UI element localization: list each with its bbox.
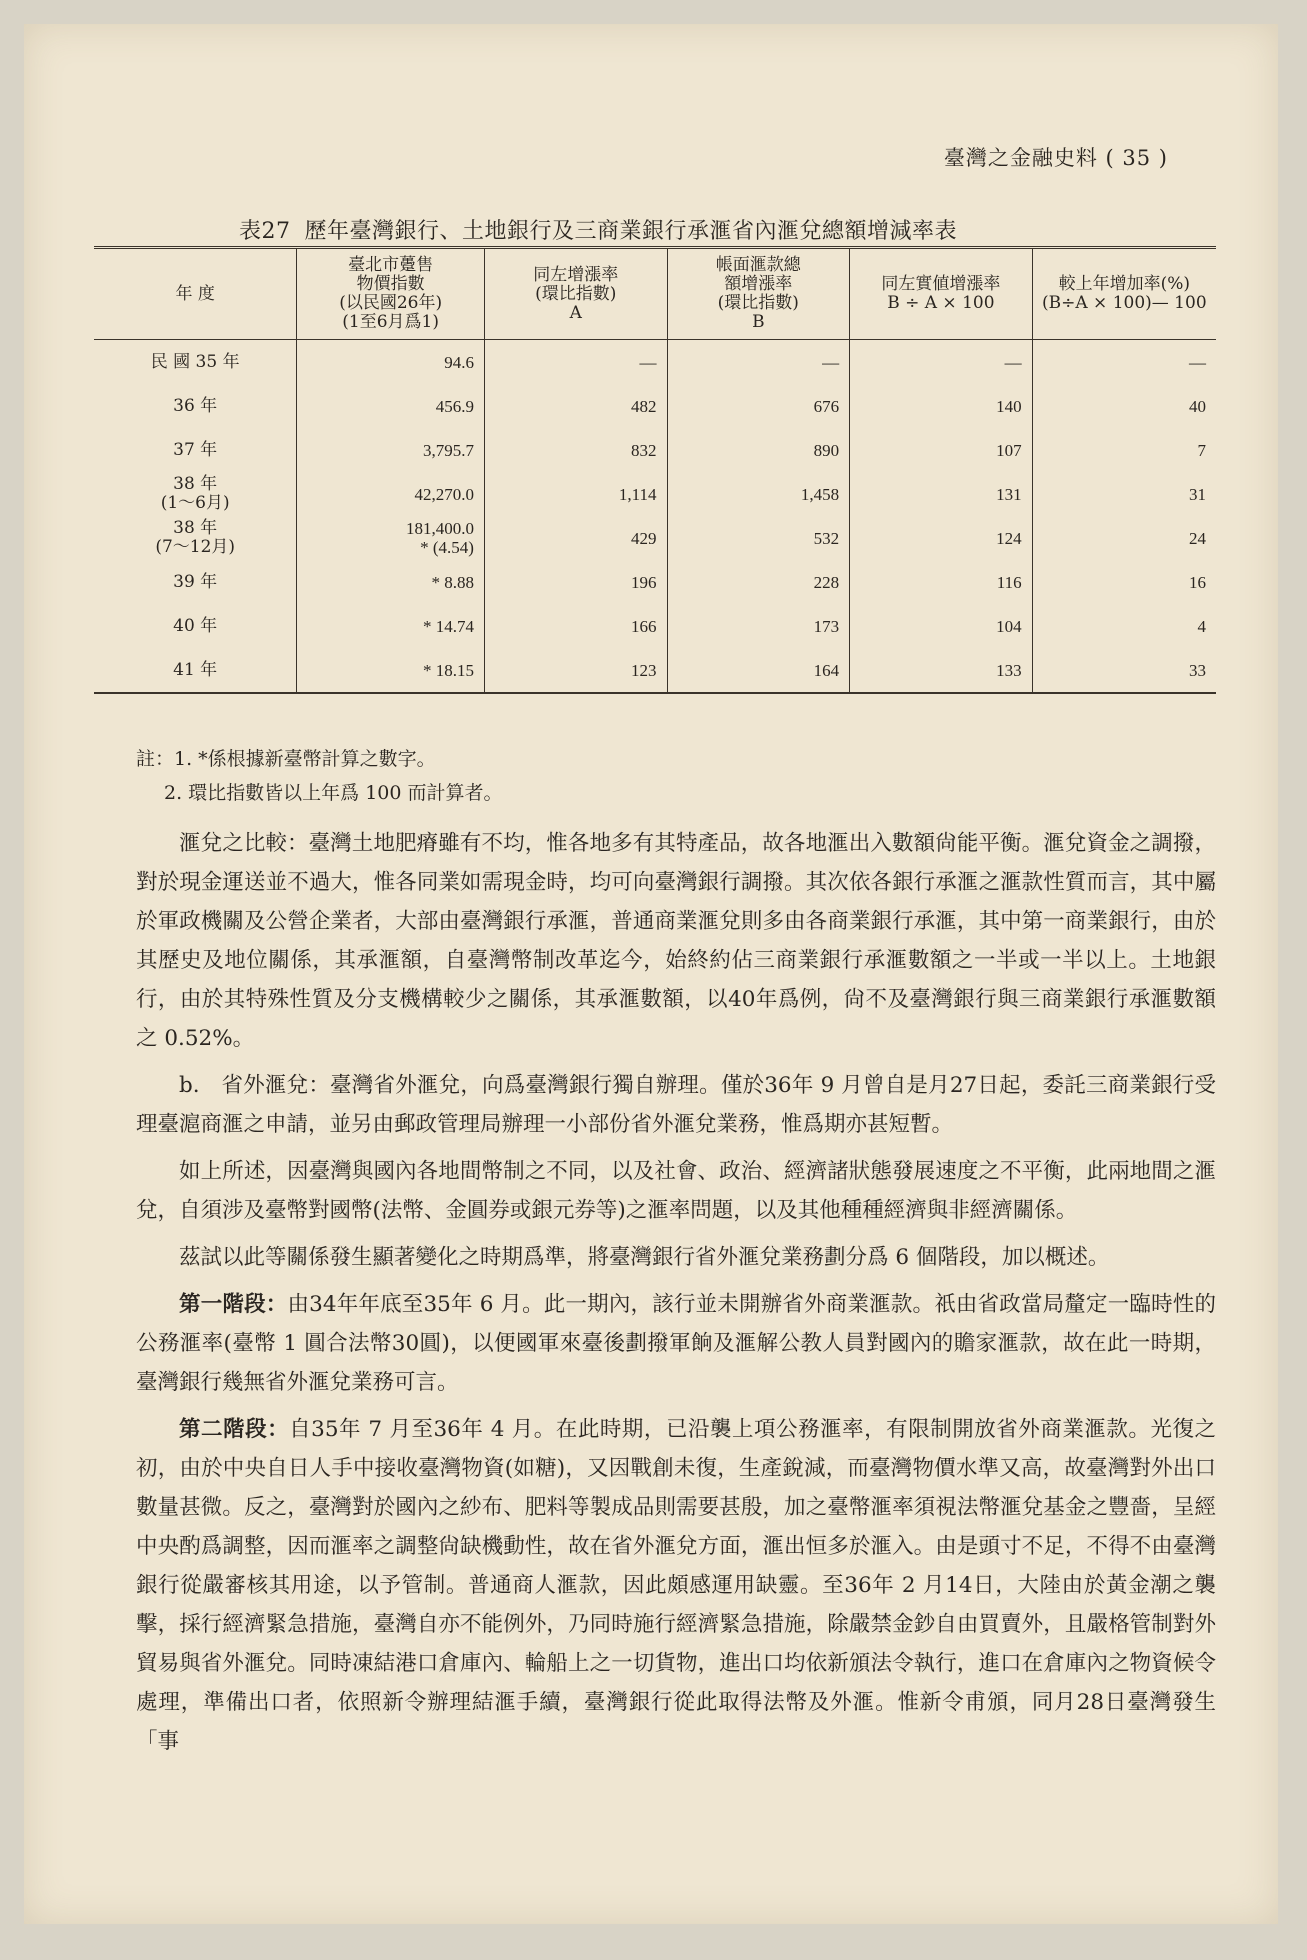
header-year: 年 度: [94, 248, 297, 340]
price-index-cell: * 14.74: [297, 604, 485, 648]
year-cell: 36 年: [173, 395, 218, 416]
price-index-cell: 94.6: [297, 340, 485, 385]
year-cell: 37 年: [173, 439, 218, 460]
index-growth-cell: 429: [484, 516, 667, 560]
rate-table: [94, 246, 1216, 694]
price-index-cell: 456.9: [297, 384, 485, 428]
table-row: [94, 428, 1216, 472]
paragraph: [136, 1285, 1216, 1402]
note-2: 2. 環比指數皆以上年爲 100 而計算者。: [164, 782, 503, 804]
yoy-increase-cell: 40: [1032, 384, 1216, 428]
year-cell: 41 年: [173, 659, 218, 680]
price-index-cell: * 18.15: [297, 648, 485, 693]
yoy-increase-cell: 4: [1032, 604, 1216, 648]
remittance-growth-cell: 164: [667, 648, 850, 693]
table-row: [94, 516, 1216, 560]
price-index-cell: 181,400.0 * (4.54): [297, 516, 485, 560]
remittance-growth-cell: 532: [667, 516, 850, 560]
real-growth-cell: 116: [850, 560, 1033, 604]
header-remittance-growth: 帳面滙款總 額增漲率 (環比指數) B: [667, 248, 850, 340]
paragraph: [136, 1152, 1216, 1230]
year-cell: 38 年 (1～6月): [160, 474, 230, 513]
real-growth-cell: —: [850, 340, 1033, 385]
header-yoy-increase: 較上年增加率(%) (B÷A × 100)— 100: [1032, 248, 1216, 340]
paragraph-text: 由34年年底至35年 6 月。此一期內，該行並未開辦省外商業滙款。祇由省政當局釐定一臨時性的公務滙率(臺幣 1 圓合法幣30圓)，以便國軍來臺後劃撥軍餉及滙解公教人員對國內的贍家滙款，故在此一時期，臺灣銀行幾無省外滙兌業務可言。: [136, 1292, 1216, 1395]
price-index-cell: 42,270.0: [297, 472, 485, 516]
paragraph-lead: 第一階段：: [179, 1292, 288, 1317]
table-row: [94, 384, 1216, 428]
real-growth-cell: 124: [850, 516, 1033, 560]
paragraph: [136, 1238, 1216, 1277]
index-growth-cell: 166: [484, 604, 667, 648]
real-growth-cell: 104: [850, 604, 1033, 648]
table-row: [94, 648, 1216, 693]
table-header-row: [94, 248, 1216, 340]
index-growth-cell: 1,114: [484, 472, 667, 516]
remittance-growth-cell: 228: [667, 560, 850, 604]
remittance-growth-cell: 173: [667, 604, 850, 648]
year-cell: 民 國 35 年: [150, 351, 240, 372]
index-growth-cell: 123: [484, 648, 667, 693]
yoy-increase-cell: 16: [1032, 560, 1216, 604]
yoy-increase-cell: 33: [1032, 648, 1216, 693]
price-index-cell: * 8.88: [297, 560, 485, 604]
table-row: [94, 604, 1216, 648]
body-text: [136, 824, 1216, 1769]
remittance-growth-cell: 890: [667, 428, 850, 472]
index-growth-cell: 832: [484, 428, 667, 472]
paragraph: [136, 824, 1216, 1058]
header-index-growth: 同左增漲率 (環比指數) A: [484, 248, 667, 340]
yoy-increase-cell: 24: [1032, 516, 1216, 560]
yoy-increase-cell: 31: [1032, 472, 1216, 516]
remittance-growth-cell: 676: [667, 384, 850, 428]
table-row: [94, 340, 1216, 385]
document-page: [24, 24, 1278, 1924]
real-growth-cell: 131: [850, 472, 1033, 516]
paragraph-text: 如上所述，因臺灣與國內各地間幣制之不同，以及社會、政治、經濟諸狀態發展速度之不平衡，此兩地間之滙兌，自須涉及臺幣對國幣(法幣、金圓券或銀元券等)之滙率問題，以及其他種種經濟與非經濟關係。: [136, 1159, 1216, 1223]
yoy-increase-cell: 7: [1032, 428, 1216, 472]
paragraph-text: b. 省外滙兌：臺灣省外滙兌，向爲臺灣銀行獨自辦理。僅於36年 9 月曾自是月27日起，委託三商業銀行受理臺滬商滙之申請，並另由郵政管理局辦理一小部份省外滙兌業務，惟爲期亦甚短暫。: [136, 1073, 1216, 1137]
index-growth-cell: 482: [484, 384, 667, 428]
paragraph-text: 自35年 7 月至36年 4 月。在此時期，已沿襲上項公務滙率，有限制開放省外商業滙款。光復之初，由於中央自日人手中接收臺灣物資(如糖)，又因戰創未復，生產銳減，而臺灣物價水準又高，故臺灣對外出口數量甚微。反之，臺灣對於國內之紗布、肥料等製成品則需要甚殷，加之臺幣滙率須視法幣滙兌基金之豐嗇，呈經中央酌爲調整，因而滙率之調整尙缺機動性，故在省外滙兌方面，滙出恒多於滙入。由是頭寸不足，不得不由臺灣銀行從嚴審核其用途，以予管制。普通商人滙款，因此頗感運用缺靈。至36年 2 月14日，大陸由於黃金潮之襲擊，採行經濟緊急措施，臺灣自亦不能例外，乃同時施行經濟緊急措施，除嚴禁金鈔自由買賣外，且嚴格管制對外貿易與省外滙兌。同時凍結港口倉庫內、輪船上之一切貨物，進出口均依新頒法令執行，進口在倉庫內之物資候令處理，準備出口者，依照新令辦理結滙手續，臺灣銀行從此取得法幣及外滙。惟新令甫頒，同月28日臺灣發生「事: [136, 1417, 1216, 1754]
index-growth-cell: —: [484, 340, 667, 385]
real-growth-cell: 107: [850, 428, 1033, 472]
table-notes: [136, 742, 503, 810]
remittance-growth-cell: —: [667, 340, 850, 385]
note-1: 註：1. *係根據新臺幣計算之數字。: [136, 748, 436, 770]
index-growth-cell: 196: [484, 560, 667, 604]
real-growth-cell: 140: [850, 384, 1033, 428]
real-growth-cell: 133: [850, 648, 1033, 693]
paragraph-lead: 第二階段：: [179, 1417, 290, 1442]
paragraph: [136, 1410, 1216, 1761]
year-cell: 40 年: [173, 615, 218, 636]
remittance-growth-cell: 1,458: [667, 472, 850, 516]
table-number: 表27: [239, 219, 291, 244]
running-head: 臺灣之金融史料 ( 35 ): [943, 146, 1168, 170]
price-index-cell: 3,795.7: [297, 428, 485, 472]
table-row: [94, 560, 1216, 604]
paragraph-text: 茲試以此等關係發生顯著變化之時期爲準，將臺灣銀行省外滙兌業務劃分爲 6 個階段，加以概述。: [179, 1245, 1110, 1270]
year-cell: 39 年: [173, 571, 218, 592]
table-title-text: 歷年臺灣銀行、土地銀行及三商業銀行承滙省內滙兌總額增減率表: [304, 219, 958, 244]
year-cell: 38 年 (7～12月): [155, 518, 236, 557]
yoy-increase-cell: —: [1032, 340, 1216, 385]
paragraph-text: 滙兌之比較：臺灣土地肥瘠雖有不均，惟各地多有其特產品，故各地滙出入數額尙能平衡。滙兌資金之調撥，對於現金運送並不過大，惟各同業如需現金時，均可向臺灣銀行調撥。其次依各銀行承滙之滙款性質而言，其中屬於軍政機關及公營企業者，大部由臺灣銀行承滙，普通商業滙兌則多由各商業銀行承滙，其中第一商業銀行，由於其歷史及地位關係，其承滙額，自臺灣幣制改革迄今，始終約佔三商業銀行承滙數額之一半或一半以上。土地銀行，由於其特殊性質及分支機構較少之關係，其承滙數額，以40年爲例，尙不及臺灣銀行與三商業銀行承滙數額之 0.52%。: [136, 831, 1216, 1051]
header-price-index: 臺北市躉售 物價指數 (以民國26年) (1至6月爲1): [297, 248, 485, 340]
paragraph: [136, 1066, 1216, 1144]
header-real-growth: 同左實値增漲率 B ÷ A × 100: [850, 248, 1033, 340]
table-title: [239, 214, 957, 245]
table-row: [94, 472, 1216, 516]
